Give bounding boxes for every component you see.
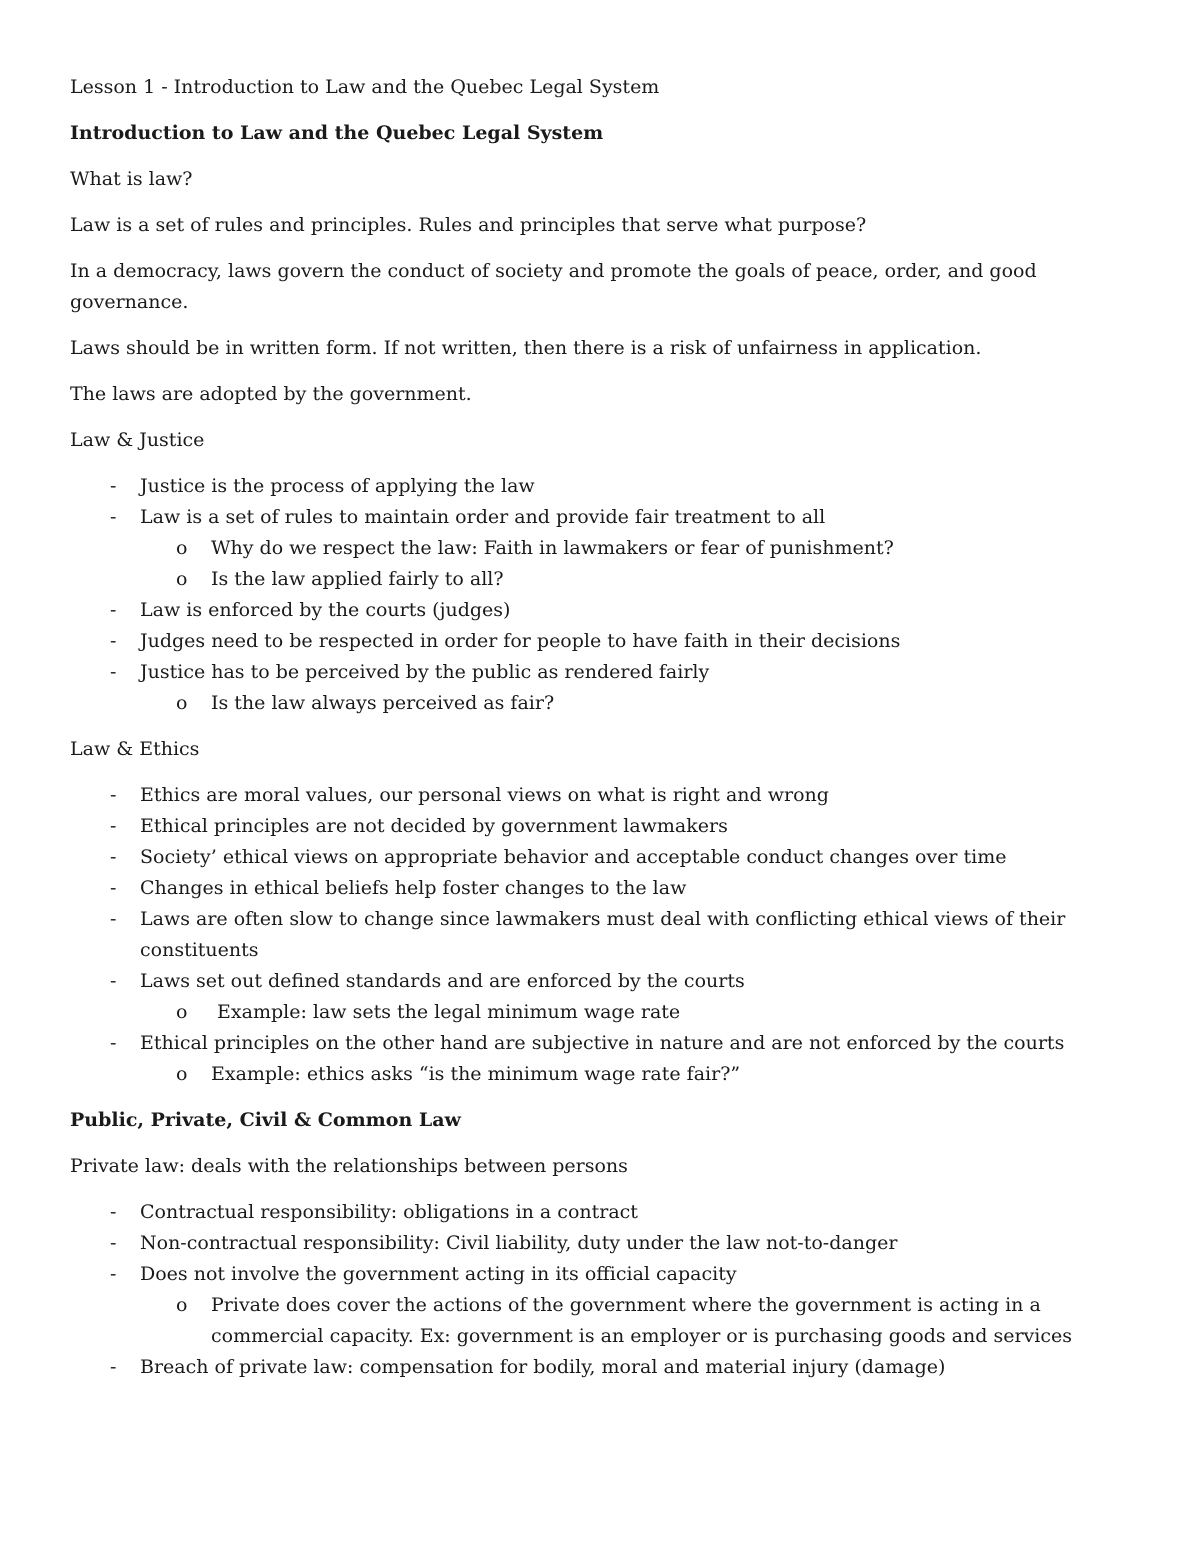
list-item: [70, 657, 1140, 719]
list-item: [70, 1259, 1140, 1352]
list-item-text: Law is enforced by the courts (judges): [140, 599, 511, 621]
dash-marker: -: [110, 599, 117, 621]
section-title-introduction: Introduction to Law and the Quebec Legal System: [70, 122, 604, 144]
dash-marker: -: [110, 475, 117, 497]
list-item-text: Ethics are moral values, our personal views on what is right and wrong: [140, 784, 829, 806]
sub-list-item-text: Example: law sets the legal minimum wage rate: [211, 1001, 681, 1023]
bullet-marker: o: [176, 692, 188, 714]
dash-marker: -: [110, 1201, 117, 1223]
sub-list-item: [140, 997, 1140, 1028]
sub-list-item: [140, 1059, 1140, 1090]
list-item-text: Does not involve the government acting in its official capacity: [140, 1263, 737, 1285]
list-item-text: Breach of private law: compensation for bodily, moral and material injury (damage): [140, 1356, 946, 1378]
list-item: [70, 595, 1140, 626]
list-item: [70, 471, 1140, 502]
paragraph-set-of-rules: Law is a set of rules and principles. Rules and principles that serve what purpose?: [70, 214, 867, 236]
heading-law-ethics: Law & Ethics: [70, 738, 200, 760]
document-page: [70, 72, 1140, 1398]
list-item: [70, 1028, 1140, 1090]
list-item: [70, 1197, 1140, 1228]
list-item-text: Justice has to be perceived by the public as rendered fairly: [140, 661, 710, 683]
list-item: [70, 1228, 1140, 1259]
sub-list: [140, 688, 1140, 719]
list-item-text: Justice is the process of applying the law: [140, 475, 535, 497]
paragraph-what-is-law: What is law?: [70, 168, 193, 190]
dash-marker: -: [110, 630, 117, 652]
list-item: [70, 1352, 1140, 1383]
list-item-text: Laws set out defined standards and are enforced by the courts: [140, 970, 745, 992]
list-item-text: Society’ ethical views on appropriate behavior and acceptable conduct changes over time: [140, 846, 1007, 868]
sub-list-item-text: Is the law always perceived as fair?: [211, 692, 555, 714]
dash-marker: -: [110, 908, 117, 930]
list-item-text: Law is a set of rules to maintain order and provide fair treatment to all: [140, 506, 826, 528]
list-item-text: Changes in ethical beliefs help foster changes to the law: [140, 877, 687, 899]
bullet-marker: o: [176, 537, 188, 559]
list-item: [70, 626, 1140, 657]
dash-marker: -: [110, 815, 117, 837]
list-item: [70, 811, 1140, 842]
list-item: [70, 780, 1140, 811]
sub-list-item: [140, 533, 1140, 564]
dash-marker: -: [110, 1232, 117, 1254]
paragraph-democracy: In a democracy, laws govern the conduct of society and promote the goals of peace, order, and good governance.: [70, 260, 1037, 313]
list-item-text: Laws are often slow to change since lawmakers must deal with conflicting ethical views of their constituents: [140, 908, 1066, 961]
list-item: [70, 502, 1140, 595]
dash-marker: -: [110, 846, 117, 868]
sub-list: [140, 1059, 1140, 1090]
dash-marker: -: [110, 1356, 117, 1378]
bullet-marker: o: [176, 1001, 188, 1023]
private-law-list: [70, 1197, 1140, 1383]
law-ethics-list: [70, 780, 1140, 1090]
sub-list-item: [140, 564, 1140, 595]
dash-marker: -: [110, 877, 117, 899]
sub-list: [140, 997, 1140, 1028]
section-title-public-private: Public, Private, Civil & Common Law: [70, 1109, 461, 1131]
sub-list-item: [140, 1290, 1140, 1352]
list-item-text: Contractual responsibility: obligations in a contract: [140, 1201, 638, 1223]
sub-list-item-text: Example: ethics asks “is the minimum wage rate fair?”: [211, 1063, 741, 1085]
list-item-text: Ethical principles are not decided by government lawmakers: [140, 815, 728, 837]
list-item-text: Judges need to be respected in order for people to have faith in their decisions: [140, 630, 901, 652]
sub-list-item-text: Is the law applied fairly to all?: [211, 568, 504, 590]
dash-marker: -: [110, 1263, 117, 1285]
list-item-text: Ethical principles on the other hand are subjective in nature and are not enforced by the courts: [140, 1032, 1065, 1054]
dash-marker: -: [110, 661, 117, 683]
bullet-marker: o: [176, 568, 188, 590]
dash-marker: -: [110, 506, 117, 528]
sub-list-item-text: Why do we respect the law: Faith in lawmakers or fear of punishment?: [211, 537, 894, 559]
heading-law-justice: Law & Justice: [70, 429, 205, 451]
sub-list-item-text: Private does cover the actions of the government where the government is acting in a commercial capacity. Ex: government is an employer or is purchasing goods and services: [211, 1294, 1072, 1347]
lesson-header: Lesson 1 - Introduction to Law and the Quebec Legal System: [70, 76, 660, 98]
sub-list-item: [140, 688, 1140, 719]
sub-list: [140, 533, 1140, 595]
list-item-text: Non-contractual responsibility: Civil liability, duty under the law not-to-danger: [140, 1232, 898, 1254]
dash-marker: -: [110, 784, 117, 806]
list-item: [70, 842, 1140, 873]
list-item: [70, 966, 1140, 1028]
heading-private-law: Private law: deals with the relationships between persons: [70, 1155, 628, 1177]
paragraph-written-form: Laws should be in written form. If not written, then there is a risk of unfairness in application.: [70, 337, 982, 359]
list-item: [70, 873, 1140, 904]
bullet-marker: o: [176, 1294, 188, 1316]
sub-list: [140, 1290, 1140, 1352]
bullet-marker: o: [176, 1063, 188, 1085]
paragraph-adopted: The laws are adopted by the government.: [70, 383, 472, 405]
list-item: [70, 904, 1140, 966]
dash-marker: -: [110, 1032, 117, 1054]
dash-marker: -: [110, 970, 117, 992]
law-justice-list: [70, 471, 1140, 719]
